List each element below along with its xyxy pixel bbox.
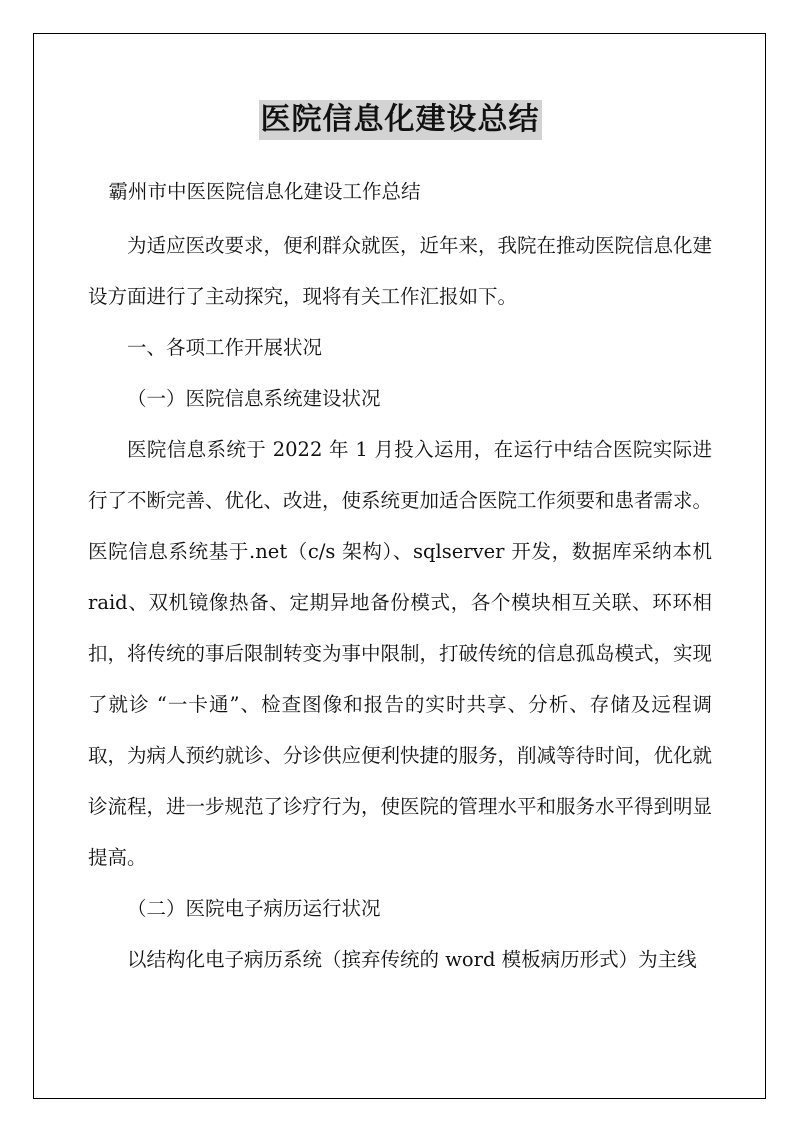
- his-paragraph: 医院信息系统于 2022 年 1 月投入运用，在运行中结合医院实际进行了不断完善、优化、改进，使系统更加适合医院工作须要和患者需求。医院信息系统基于.net（c/s 架构）、sqlserver 开发，数据库采纳本机 raid、双机镜像热备、定期异地备份模式，各个模块相互关联、环环相扣，将传统的事后限制转变为事中限制，打破传统的信息孤岛模式，实现了就诊 “一卡通”、检查图像和报告的实时共享、分析、存储及远程调取，为病人预约就诊、分诊供应便利快捷的服务，削减等待时间，优化就诊流程，进一步规范了诊疗行为，使医院的管理水平和服务水平得到明显提高。: [88, 438, 713, 869]
- title-container: [0, 100, 800, 140]
- intro-paragraph: 为适应医改要求，便利群众就医，近年来，我院在推动医院信息化建设方面进行了主动探究，现将有关工作汇报如下。: [88, 234, 713, 308]
- document-title: 医院信息化建设总结: [259, 100, 542, 140]
- section-heading-1: 一、各项工作开展状况: [127, 336, 323, 359]
- subsection-heading-2: （二）医院电子病历运行状况: [127, 897, 381, 920]
- emr-paragraph: 以结构化电子病历系统（摈弃传统的 word 模板病历形式）为主线: [127, 948, 697, 971]
- subsection-heading-1: （一）医院信息系统建设状况: [127, 387, 381, 410]
- document-body: [88, 166, 712, 985]
- document-subtitle: 霸州市中医医院信息化建设工作总结: [108, 180, 421, 203]
